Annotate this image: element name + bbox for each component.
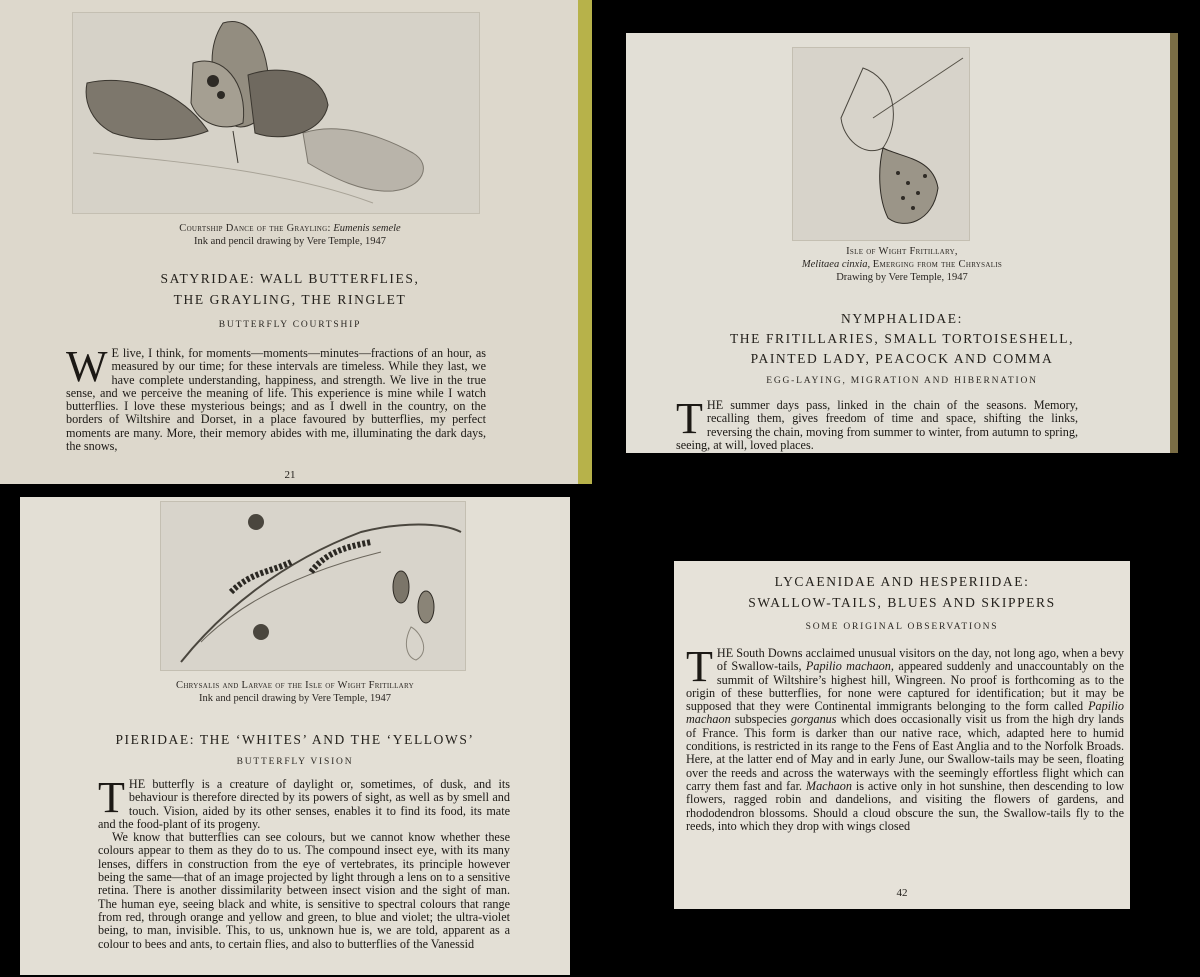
book-page-pieridae <box>20 497 570 975</box>
paragraph: HE butterfly is a creature of daylight or, sometimes, of dusk, and its behaviour is therefore directed by its powers of sight, as well as by smell and touch. Vision, aided by its other senses, enables it to find its food, its mate and the food-plant of its progeny. <box>98 777 510 831</box>
heading-line: SATYRIDAE: WALL BUTTERFLIES, <box>160 271 420 286</box>
larvae-illustration <box>160 501 466 671</box>
heading-line: LYCAENIDAE AND HESPERIIDAE: <box>774 574 1030 589</box>
page-number: 42 <box>896 887 908 899</box>
grayling-drawing <box>73 13 479 213</box>
figure-caption <box>626 245 1178 284</box>
heading-line: NYMPHALIDAE: <box>841 311 963 326</box>
drop-cap: W <box>66 342 108 391</box>
text-run: which does occasionally visit us from the high dry lands of France. This form is darker than our native race, which, adapted here to humid conditions, is restricted in its range to the Fens of East Anglia and to the Norfolk Broads. Here, at the latter end of May and in early June, our Swallow-tails may be seen, floating over the reeds and across the waterways with the seemingly effortless flight which can carry them fast and far. <box>686 712 1125 793</box>
body-text <box>66 342 486 454</box>
caption-credit: Drawing by Vere Temple, 1947 <box>836 272 968 283</box>
larvae-drawing <box>161 502 465 670</box>
chapter-heading: PIERIDAE: THE ‘WHITES’ AND THE ‘YELLOWS’ <box>115 732 475 747</box>
drop-cap: T <box>676 394 703 443</box>
page-number: 21 <box>284 469 296 481</box>
section-subheading: BUTTERFLY VISION <box>236 757 354 767</box>
heading-line: THE GRAYLING, THE RINGLET <box>173 292 407 307</box>
drop-cap: T <box>98 773 125 822</box>
fritillary-illustration <box>792 47 970 241</box>
chapter-heading <box>626 309 1178 369</box>
species-name: gorganus <box>790 712 837 727</box>
paragraph: E live, I think, for moments—moments—minutes—fractions of an hour, as measured by our time; for these intervals are timeless. While they last, we have complete understanding, happiness, and strength. We live in the true sense, and we perceive the meaning of life. This experience is mine while I watch butterflies. I love these mysterious beings; and as I dwell in the country, on the borders of Wiltshire and Dorset, in a place favoured by butterflies, my perfect moments are many. More, their memory abides with me, illuminating the dark days, the snows, <box>66 346 486 454</box>
caption-title: Courtship Dance of the Grayling: <box>179 223 331 234</box>
caption-subtitle: Emerging from the Chrysalis <box>872 259 1003 270</box>
book-cover-edge <box>1170 33 1178 453</box>
text-run: appeared suddenly and unaccountably on the summit of Wiltshire’s highest hill, Wingreen. No proof is forthcoming as to the origin of these butterflies, for none were captured for identification; but it may be supposed that they were Continental immigrants belonging to the form called <box>686 659 1124 714</box>
heading-line: PAINTED LADY, PEACOCK AND COMMA <box>750 351 1054 366</box>
text-run: subspecies <box>734 712 787 727</box>
body-text <box>686 642 1125 833</box>
drop-cap: T <box>686 642 713 691</box>
fritillary-drawing <box>793 48 969 240</box>
book-page-42 <box>674 561 1130 909</box>
caption-credit: Ink and pencil drawing by Vere Temple, 1947 <box>194 236 386 247</box>
heading-line: THE FRITILLARIES, SMALL TORTOISESHELL, <box>729 331 1075 346</box>
book-page-21 <box>0 0 580 484</box>
section-subheading: SOME ORIGINAL OBSERVATIONS <box>805 622 999 632</box>
chapter-heading <box>0 268 580 310</box>
figure-caption <box>0 222 580 248</box>
caption-species: Melitaea cinxia, <box>801 259 871 270</box>
caption-credit: Ink and pencil drawing by Vere Temple, 1947 <box>199 693 391 704</box>
body-text <box>98 773 510 951</box>
text-run: is active only in hot sunshine, then descending to low flowers, ragged robin and dandelions, and visiting the flowers of gardens, and rhododendron blossoms. Should a cloud obscure the sun, the Swallow-tails fly to the reeds, into which they drop with wings closed <box>686 778 1125 833</box>
paragraph: HE summer days pass, linked in the chain of the seasons. Memory, recalling them, gives freedom of time and space, shifting the links, reversing the chain, moving from summer to winter, from autumn to spring, seeing, at will, loved places. <box>676 398 1078 452</box>
book-page-fritillaries <box>626 33 1178 453</box>
species-name: Papilio machaon, <box>805 659 894 674</box>
heading-line: SWALLOW-TAILS, BLUES AND SKIPPERS <box>748 595 1056 610</box>
text-run: HE South Downs acclaimed unusual visitors on the day, not long ago, when a bevy of Swallow-tails, <box>716 646 1124 674</box>
caption-title: Chrysalis and Larvae of the Isle of Wight Fritillary <box>176 680 414 691</box>
species-name: Papilio machaon <box>686 699 1124 727</box>
figure-caption <box>20 679 570 705</box>
species-name: Machaon <box>805 778 852 793</box>
chapter-heading <box>674 571 1130 613</box>
book-cover-edge <box>578 0 592 484</box>
section-subheading: EGG-LAYING, MIGRATION AND HIBERNATION <box>766 376 1038 386</box>
caption-title: Isle of Wight Fritillary, <box>846 246 958 257</box>
body-text <box>676 394 1078 452</box>
caption-species: Eumenis semele <box>333 223 401 234</box>
paragraph: We know that butterflies can see colours, but we cannot know whether these colours appear to them as they do to us. The compound insect eye, with its many lenses, differs in construction from the eye of vertebrates, its principle however being the same—that of an image projected by light through a lens on to a sensitive retina. There is another dissimilarity between insect vision and the sight of man. The human eye, seeing black and white, is sensitive to spectral colours that range from red, through orange and yellow and green, to blue and violet; the ultra-violet being, to man, invisible. This, to us, unknown hue is, we are told, apparent as a colour to bees and ants, to certain flies, and also to butterflies of the Vanessid <box>98 830 510 951</box>
grayling-illustration <box>72 12 480 214</box>
section-subheading: BUTTERFLY COURTSHIP <box>218 320 362 330</box>
